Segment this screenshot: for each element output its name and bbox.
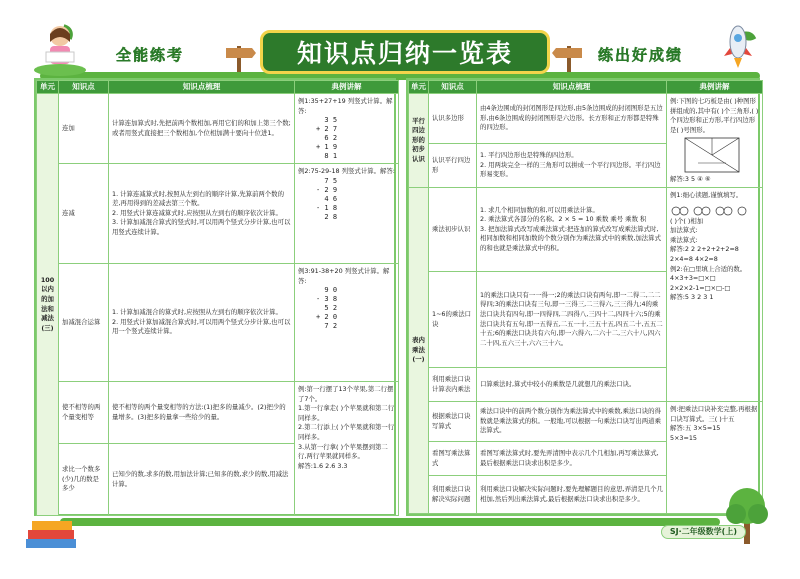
example-cell (295, 164, 399, 264)
bottom-grass-strip (60, 518, 720, 526)
summary-cell: 乘法口诀中的前两个数分别作为乘法算式中的乘数,乘法口诀的得数就是乘法算式的积。一般地,可以根据一句乘法口诀写出两道乘法算式。 (477, 402, 667, 442)
kp-cell: 1~6的乘法口诀 (429, 272, 477, 368)
summary-cell (109, 164, 295, 264)
example-line: ( )个( )相加 (670, 216, 704, 225)
kp-cell: 利用乘法口诀解决实际问题 (429, 476, 477, 514)
unit-label: 100以内的加法和减法(三) (40, 275, 55, 332)
unit-cell (409, 188, 429, 514)
summary-item: 1. 平行四边形也是特殊的四边形。 (480, 151, 578, 160)
unit-label: 平行四边形的初步认识 (412, 116, 425, 163)
right-table-panel (406, 78, 760, 516)
example-line: 2.第二行添上( )个苹果就和第一行同样多。 (298, 423, 395, 441)
kp-cell: 求比一个数多(少)几的数是多少 (59, 444, 109, 516)
summary-cell: 已知少的数,求多的数,用加法计算;已知多的数,求少的数,用减法计算。 (109, 444, 295, 516)
example-cell (295, 264, 399, 382)
summary-cell (109, 264, 295, 382)
summary-cell: 利用乘法口诀解决实际问题时,要先理解题目的意思,弄清是几个几相加,然后列出乘法算式,最后根据乘法口诀求出积是多少。 (477, 476, 667, 514)
example-line: 解答:五 3×5=15 (670, 424, 721, 433)
vertical-calc: 7 5 - 2 9 4 6 - 1 8 2 8 (316, 176, 338, 221)
kp-cell: 看图写乘法算式 (429, 442, 477, 476)
tangram-icon (684, 137, 740, 173)
kp-cell: 认识平行四边形 (429, 144, 477, 188)
cherries-icon (670, 202, 750, 216)
example-line: 例2:在□里填上合适的数。 (670, 264, 747, 273)
summary-cell (477, 188, 667, 272)
girl-reading-icon (28, 20, 92, 76)
example-line: 解答:1.6 2.6 3.3 (298, 461, 348, 470)
example-cell (295, 382, 399, 516)
col-example: 典例讲解 (667, 81, 763, 94)
summary-item: 1. 计算连减算式时,按照从左到右的顺序计算,先算前两个数的差,再用得到的差减去第三个数。 (112, 189, 284, 208)
kp-cell: 利用乘法口诀计算表内乘法 (429, 368, 477, 402)
example-line: 例:把乘法口诀补充完整,再根据口诀写算式。三( )十五 (670, 405, 758, 423)
signpost-icon (222, 42, 256, 72)
left-table-panel (34, 78, 396, 516)
unit-label: 表内乘法(一) (412, 336, 425, 364)
example-line: 解答:5 3 2 3 1 (670, 293, 714, 302)
summary-cell: 使不相等的两个量变相等的方法:(1)把多的量减少。(2)把少的量增多。(3)把多的量拿一些给少的量。 (109, 382, 295, 444)
summary-item: 2. 用竖式计算加减混合算式时,可以用两个竖式分步计算,也可以用一个竖式连续计算。 (112, 317, 291, 336)
example-cell (295, 94, 399, 164)
summary-cell: 1的乘法口诀只有一一得一;2的乘法口诀有两句,即一二得二,二二得四;3的乘法口诀有三句,即一三得三,二三得六,三三得九;4的乘法口诀共有四句,即一四得四,二四得八,三四十二,四四十六;5的乘法口诀共有五句,即一五得五,二五一十,三五十五,四五二十,五五二十五;6的乘法口诀共有六句,即一六得六,二六十二,三六十八,四六二十四,五六三十,六六三十六。 (477, 272, 667, 368)
unit-cell (37, 94, 59, 516)
kp-cell: 使不相等的两个量变相等 (59, 382, 109, 444)
vertical-calc: 3 5 + 2 7 6 2 + 1 9 8 1 (316, 116, 338, 161)
summary-item: 2. 用竖式计算连减算式时,应按照从左到右的顺序依次计算。 (112, 208, 282, 217)
kp-cell: 乘法初步认识 (429, 188, 477, 272)
col-unit: 单元 (37, 81, 59, 94)
summary-cell: 由4条边围成的封闭图形是四边形,由5条边围成的封闭图形是五边形,由6条边围成的封闭图形是六边形。长方形和正方形都是特殊的四边形。 (477, 94, 667, 144)
left-knowledge-table (36, 80, 399, 516)
vertical-calc: 9 0 - 3 8 5 2 + 2 0 7 2 (316, 286, 338, 331)
summary-item: 3. 计算加减混合算式的竖式时,可以用两个竖式分步计算,也可以用竖式连续计算。 (112, 218, 291, 236)
signpost-icon (552, 42, 586, 72)
col-summary: 知识点梳理 (477, 81, 667, 94)
example-line: 2×4=8 4×2=8 (670, 254, 718, 263)
right-knowledge-table (408, 80, 763, 514)
example-cell (667, 188, 763, 402)
summary-cell: 计算连加算式时,先把前两个数相加,再用它们的和加上第三个数;或者用竖式直接把三个数相加,个位相加满十要向十位进1。 (109, 94, 295, 164)
table-row (37, 164, 399, 264)
kp-cell: 认识多边形 (429, 94, 477, 144)
example-line: 3.从第一行拿( )个苹果摆到第二行,两行苹果就同样多。 (298, 442, 388, 461)
table-row (37, 264, 399, 382)
summary-cell (477, 144, 667, 188)
col-example: 典例讲解 (295, 81, 399, 94)
col-summary: 知识点梳理 (109, 81, 295, 94)
summary-cell: 看图写乘法算式时,要先弄清图中表示几个几相加,再写乘法算式,最后根据乘法口诀求出积是多少。 (477, 442, 667, 476)
example-line: 2×2×2-1=□×□-□ (670, 283, 731, 292)
grade-badge: SJ·二年级数学(上) (661, 525, 746, 539)
summary-item: 1. 求几个相同加数的和,可以用乘法计算。 (480, 205, 599, 214)
example-line: 例:下图的七巧板是由( )种图形拼组成的,其中有( )个三角形,( )个四边形和正方形,平行四边形是( )号图形。 (670, 97, 759, 134)
example-line: 5×3=15 (670, 433, 697, 442)
books-icon (22, 500, 82, 550)
table-row (409, 188, 763, 272)
example-line: 1.第一行拿走( )个苹果就和第二行同样多。 (298, 404, 395, 422)
example-cell (667, 94, 763, 188)
example-line: 例1:细心读题,谨慎填写。 (670, 191, 743, 199)
summary-item: 2. 乘法算式各部分的名称。2 × 5 = 10 乘数 乘号 乘数 积 (480, 215, 647, 224)
example-line: 例:第一行摆了13个苹果,第二行摆了7个。 (298, 385, 394, 403)
table-header-row (37, 81, 399, 94)
col-knowledge-point: 知识点 (429, 81, 477, 94)
example-line: 乘法算式: (670, 235, 698, 244)
table-row (37, 94, 399, 164)
summary-item: 1. 计算加减混合的算式时,应按照从左到右的顺序依次计算。 (112, 308, 282, 317)
rocket-icon (718, 22, 758, 70)
col-unit: 单元 (409, 81, 429, 94)
kp-cell: 根据乘法口诀写算式 (429, 402, 477, 442)
right-slogan: 练出好成绩 (598, 46, 684, 64)
col-knowledge-point: 知识点 (59, 81, 109, 94)
example-line: 加法算式: (670, 226, 698, 235)
example-line: 解答:2 2 2+2+2+2=8 (670, 245, 739, 254)
page-title: 知识点归纳一览表 (260, 30, 550, 74)
summary-item: 3. 把加法算式改写成乘法算式:把连加的算式改写成乘法算式时,相同加数和相同加数的个数分别作为乘法算式中的乘数,加法算式的和也就是乘法算式中的积。 (480, 224, 661, 252)
summary-item: 2. 用两块完全一样的三角形可以拼成一个平行四边形。平行四边形易变形。 (480, 160, 661, 179)
kp-cell: 连减 (59, 164, 109, 264)
kp-cell: 连加 (59, 94, 109, 164)
example-text: 例2:75-29-18 列竖式计算。解答: (298, 167, 395, 175)
example-text: 例3:91-38+20 列竖式计算。解答: (298, 267, 390, 285)
table-row (37, 382, 399, 444)
table-row (409, 402, 763, 442)
left-slogan: 全能练考 (116, 46, 185, 64)
kp-cell: 加减混合运算 (59, 264, 109, 382)
example-line: 4×3+3=□×□ (670, 274, 716, 283)
example-text: 例1:35+27+19 列竖式计算。解答: (298, 97, 393, 115)
table-row (409, 94, 763, 144)
example-line: 解答:3 5 ④ ⑥ (670, 175, 711, 184)
unit-cell (409, 94, 429, 188)
table-header-row (409, 81, 763, 94)
summary-cell: 口算乘法时,算式中较小的乘数是几就想几的乘法口诀。 (477, 368, 667, 402)
